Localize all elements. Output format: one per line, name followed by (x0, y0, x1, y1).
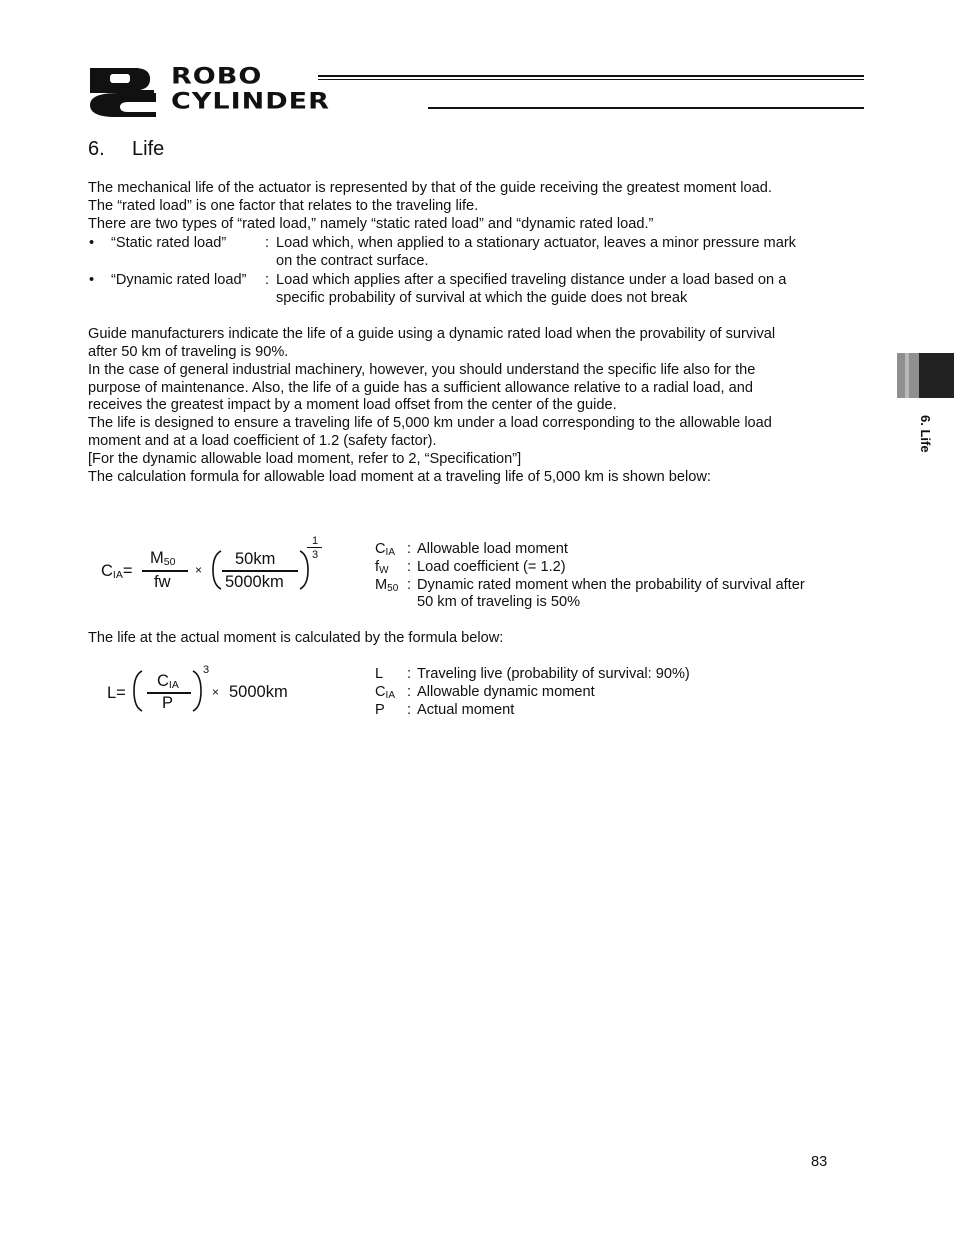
legend-symbol: CIA (375, 684, 395, 701)
section-title (88, 137, 164, 161)
legend-colon: : (407, 559, 412, 575)
bullet-dot: • (89, 272, 95, 288)
formula2-left-paren (131, 669, 145, 713)
section-number: 6. (88, 138, 105, 160)
side-tab-label: 6. Life (918, 415, 933, 453)
legend-description: Allowable load moment (417, 541, 568, 557)
formula1-right-paren (297, 549, 311, 591)
formula1-inner-denominator: 5000km (225, 573, 284, 591)
legend-description: Allowable dynamic moment (417, 684, 595, 700)
bullet-dot: • (89, 235, 95, 251)
logo-word-robo: ROBO (171, 63, 263, 90)
legend-symbol: CIA (375, 541, 395, 558)
formula1-times: × (195, 563, 203, 577)
legend-colon: : (407, 684, 412, 700)
life-formula-intro: The life at the actual moment is calculated by the formula below: (88, 630, 504, 646)
legend-colon: : (407, 577, 412, 593)
header-rule-mid (318, 79, 864, 80)
legend-colon: : (407, 666, 412, 682)
section-title-text: Life (132, 138, 165, 160)
formula2-numerator: CIA (157, 672, 179, 691)
legend-symbol: fW (375, 559, 389, 576)
bullet-desc: on the contract surface. (276, 253, 429, 269)
body-line: The calculation formula for allowable load moment at a traveling life of 5,000 km is shown below: (88, 469, 711, 485)
body-line: [For the dynamic allowable load moment, refer to 2, “Specification”] (88, 451, 522, 467)
legend-description: Actual moment (417, 702, 515, 718)
formula1-exponent-bar (307, 547, 322, 548)
formula2-factor: 5000km (229, 683, 288, 701)
formula1-inner-numerator: 50km (235, 550, 276, 568)
formula2-lhs: L= (107, 684, 126, 702)
formula1-numerator: M50 (150, 549, 176, 568)
formula2-right-paren (190, 669, 204, 713)
legend-colon: : (407, 541, 412, 557)
bullet-colon: : (265, 235, 270, 251)
logo-word-cylinder: CYLINDER (171, 88, 330, 115)
legend-colon: : (407, 702, 412, 718)
formula1-exponent-denominator: 3 (312, 549, 319, 561)
intro-line: The “rated load” is one factor that relates to the traveling life. (88, 198, 479, 214)
legend-symbol: M50 (375, 577, 399, 594)
legend-symbol: L (375, 666, 384, 682)
bullet-term: “Static rated load” (111, 235, 227, 251)
intro-line: There are two types of “rated load,” namely “static rated load” and “dynamic rated load.” (88, 216, 654, 232)
header-rule-bottom (428, 107, 864, 109)
header-rule-top (318, 75, 864, 77)
legend-description: Load coefficient (= 1.2) (417, 559, 566, 575)
legend-description: Traveling live (probability of survival: 90%) (417, 666, 690, 682)
side-tab-black-block (919, 353, 954, 398)
side-tab-stripe (905, 353, 909, 398)
bullet-desc: Load which, when applied to a stationary actuator, leaves a minor pressure mark (276, 235, 796, 251)
formula1-denominator: fw (154, 573, 171, 591)
body-line: In the case of general industrial machinery, however, you should understand the specific life also for the (88, 362, 756, 378)
body-line: purpose of maintenance. Also, the life of a guide has a sufficient allowance relative to a radial load, and (88, 380, 753, 396)
bullet-colon: : (265, 272, 270, 288)
bullet-desc: specific probability of survival at which the guide does not break (276, 290, 688, 306)
body-line: moment and at a load coefficient of 1.2 (safety factor). (88, 433, 437, 449)
intro-line: The mechanical life of the actuator is represented by that of the guide receiving the greatest moment load. (88, 180, 772, 196)
legend-description-cont: 50 km of traveling is 50% (417, 594, 581, 610)
bullet-desc: Load which applies after a specified traveling distance under a load based on a (276, 272, 787, 288)
body-line: receives the greatest impact by a moment load offset from the center of the guide. (88, 397, 617, 413)
body-line: after 50 km of traveling is 90%. (88, 344, 289, 360)
formula1-exponent-numerator: 1 (312, 535, 319, 547)
formula2-exponent: 3 (203, 664, 210, 676)
formula1-lhs: CIA= (101, 562, 133, 581)
formula2-denominator: P (162, 694, 174, 712)
rc-logo-mark (88, 66, 158, 118)
page-number: 83 (811, 1154, 828, 1170)
body-line: Guide manufacturers indicate the life of a guide using a dynamic rated load when the provability of survival (88, 326, 776, 342)
legend-symbol: P (375, 702, 385, 718)
formula2-times: × (212, 685, 220, 699)
body-line: The life is designed to ensure a traveling life of 5,000 km under a load corresponding to the allowable load (88, 415, 772, 431)
bullet-term: “Dynamic rated load” (111, 272, 247, 288)
legend-description: Dynamic rated moment when the probability of survival after (417, 577, 805, 593)
